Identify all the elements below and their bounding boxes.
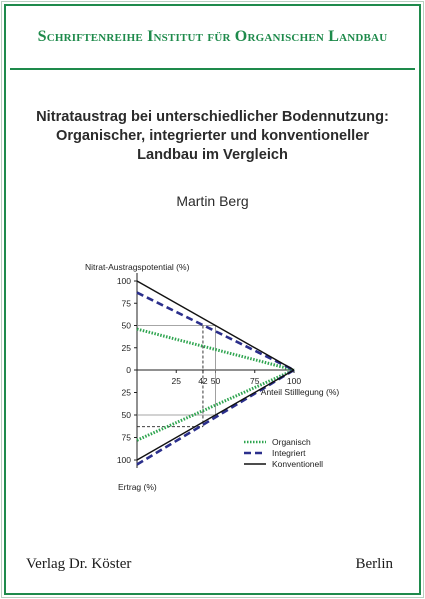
legend-label-konventionell: Konventionell [272,459,324,469]
series-title: Schriftenreihe Institut für Organischen Landbau [37,28,388,45]
x-axis-label: Anteil Stilllegung (%) [260,387,340,397]
publisher-city: Berlin [355,556,393,572]
x-tick-label: 25 [171,376,181,386]
y-tick-label: 50 [121,320,131,331]
y-tick-label: 100 [116,455,131,465]
x-tick-label: 50 [210,376,221,386]
y-axis-label-top: Nitrat-Austragspotential (%) [85,262,190,272]
y-tick-label: 25 [121,387,131,398]
x-tick-label: 100 [286,376,302,386]
author-name: Martin Berg [176,193,249,209]
y-tick-label: 50 [121,410,131,420]
legend-label-integriert: Integriert [272,448,306,458]
publisher-name: Verlag Dr. Köster [26,556,132,572]
x-tick-label: 75 [250,376,260,386]
y-tick-label: 25 [121,342,131,353]
legend-label-organisch: Organisch [272,437,311,447]
y-axis-label-bottom: Ertrag (%) [118,482,157,492]
book-title-line-2: Organischer, integrierter und konventioneller [55,128,370,144]
y-tick-label: 0 [126,365,131,375]
y-tick-label: 100 [116,276,131,286]
x-tick-label: 42 [198,376,208,386]
book-title-line-3: Landbau im Vergleich [137,147,288,163]
book-title-line-1: Nitrataustrag bei unterschiedlicher Bodennutzung: [36,109,389,125]
y-tick-label: 75 [121,432,131,443]
y-tick-label: 75 [121,298,131,309]
